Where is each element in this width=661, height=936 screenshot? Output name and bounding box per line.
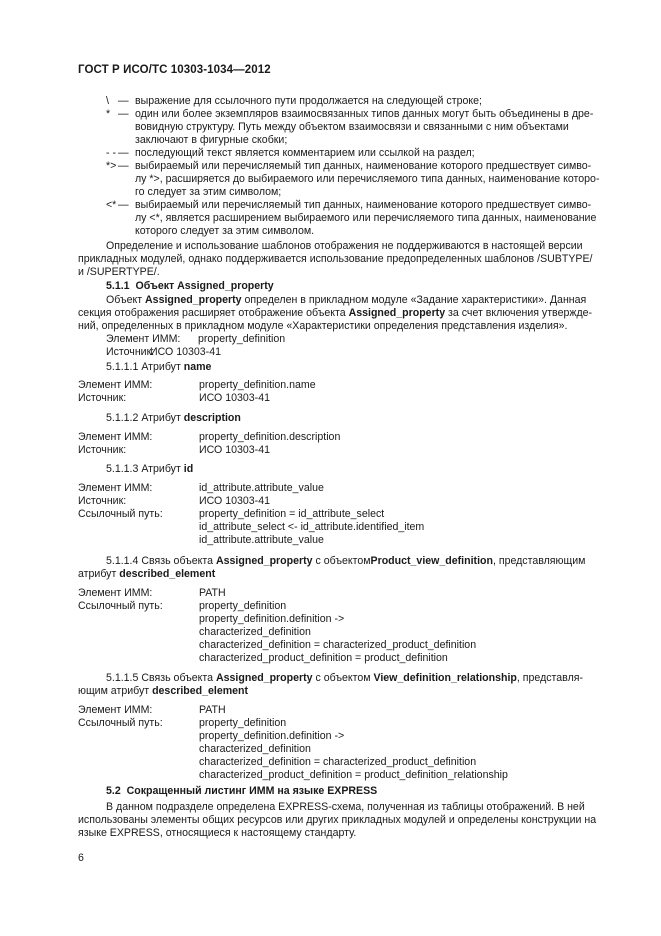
text-span: с объектом	[312, 555, 371, 567]
path-line: property_definition = id_attribute_select	[199, 508, 385, 520]
elem-label: Элемент ИММ:	[78, 379, 153, 391]
elem-value: property_definition	[198, 333, 286, 345]
path-line: id_attribute_select <- id_attribute.identified_item	[199, 521, 425, 533]
section-number: 5.1.1	[106, 280, 130, 292]
section-heading	[106, 785, 377, 798]
text-span: Объект	[106, 294, 146, 306]
path-line: characterized_definition = characterized_product_definition	[199, 756, 477, 768]
path-line: property_definition.definition ->	[199, 730, 345, 742]
attribute-heading	[106, 361, 211, 374]
attribute-heading	[106, 412, 241, 425]
section-heading	[106, 280, 274, 293]
notation-symbol: - -	[106, 147, 116, 159]
elem-value: id_attribute.attribute_value	[199, 482, 324, 494]
section-title: Объект Assigned_property	[135, 280, 274, 292]
relation-heading	[106, 555, 585, 568]
path-line: property_definition	[199, 717, 287, 729]
text-span: с объектом	[312, 672, 374, 684]
text-span: 5.1.1.4 Связь объекта	[106, 555, 216, 567]
text-span: секция отображения расширяет отображение объекта	[78, 307, 349, 319]
text-span: , представля-	[516, 672, 584, 684]
notation-text: вовидную структуру. Путь между объектом взаимосвязи и связанными с ним объектами	[135, 121, 569, 133]
path-label: Ссылочный путь:	[78, 600, 163, 612]
section-number: 5.2	[106, 785, 121, 797]
attribute-name: description	[183, 412, 241, 424]
text-span: определен в прикладном модуле «Задание характеристики». Данная	[241, 294, 587, 306]
notation-text: лу *>, расширяется до выбираемого или перечисляемого типа данных, наименование которо-	[135, 173, 600, 185]
elem-label: Элемент ИММ:	[78, 431, 153, 443]
paragraph-line	[106, 294, 586, 307]
elem-label: Элемент ИММ:	[78, 704, 153, 716]
path-line: id_attribute.attribute_value	[199, 534, 324, 546]
text-span: , представляющим	[492, 555, 586, 567]
path-line: characterized_product_definition = product_definition_relationship	[199, 769, 508, 781]
notation-text: выбираемый или перечисляемый тип данных, наименование которого предшествует симво-	[135, 199, 592, 211]
notation-text: один или более экземпляров взаимосвязанных типов данных могут быть объединены в дре-	[135, 108, 594, 120]
document-header: ГОСТ Р ИСО/ТС 10303-1034—2012	[78, 64, 271, 76]
notation-dash: —	[118, 160, 129, 172]
attribute-name: id	[183, 463, 194, 475]
notation-symbol: \	[106, 95, 109, 107]
entity-name: Assigned_property	[216, 672, 313, 684]
section-title: Сокращенный листинг ИММ на языке EXPRESS	[126, 785, 378, 797]
elem-value: property_definition.description	[199, 431, 341, 443]
paragraph-line: прикладных модулей, однако поддерживается использование предопределенных шаблонов /SUBTYPE/	[78, 253, 593, 265]
paragraph-line	[78, 307, 592, 320]
notation-text: выражение для ссылочного пути продолжается на следующей строке;	[135, 95, 482, 107]
attribute-name: name	[183, 361, 212, 373]
notation-dash: —	[118, 199, 129, 211]
path-line: characterized_definition = characterized_product_definition	[199, 639, 477, 651]
text-span: 5.1.1.1 Атрибут	[106, 361, 184, 373]
page-number: 6	[78, 852, 84, 864]
text-span: 5.1.1.2 Атрибут	[106, 412, 184, 424]
paragraph-line: В данном подразделе определена EXPRESS-схема, полученная из таблицы отображений. В ней	[106, 801, 585, 813]
paragraph-line: языке EXPRESS, относящиеся к настоящему стандарту.	[78, 827, 357, 839]
source-label: Источник:	[78, 444, 127, 456]
path-line: characterized_definition	[199, 743, 311, 755]
path-line: property_definition.definition ->	[199, 613, 345, 625]
notation-text: последующий текст является комментарием или ссылкой на раздел;	[135, 147, 475, 159]
elem-label: Элемент ИММ:	[106, 333, 181, 345]
entity-name: Product_view_definition	[370, 555, 493, 567]
relation-heading-cont	[78, 568, 215, 581]
notation-text: выбираемый или перечисляемый тип данных, наименование которого предшествует симво-	[135, 160, 592, 172]
elem-value: PATH	[199, 704, 226, 716]
notation-text: го следует за этим символом;	[135, 186, 282, 198]
source-label: Источник:	[78, 495, 127, 507]
notation-dash: —	[118, 147, 129, 159]
notation-symbol: <*	[106, 199, 117, 211]
attribute-heading	[106, 463, 193, 476]
paragraph-line: использованы элементы общих ресурсов или других прикладных модулей и определены конструкции на	[78, 814, 597, 826]
relation-heading	[106, 672, 583, 685]
path-line: characterized_product_definition = product_definition	[199, 652, 448, 664]
text-span: 5.1.1.5 Связь объекта	[106, 672, 216, 684]
attribute-name: described_element	[119, 568, 216, 580]
notation-text: лу <*, является расширением выбираемого или перечисляемого типа данных, наименование	[135, 212, 597, 224]
entity-name: Assigned_property	[216, 555, 313, 567]
path-line: characterized_definition	[199, 626, 311, 638]
text-span: за счет включения утвержде-	[445, 307, 593, 319]
elem-value: property_definition.name	[199, 379, 316, 391]
notation-text: которого следует за этим символом.	[135, 225, 315, 237]
entity-name: View_definition_relationship	[373, 672, 517, 684]
source-value: ИСО 10303-41	[199, 495, 270, 507]
text-span: атрибут	[78, 568, 120, 580]
text-span: 5.1.1.3 Атрибут	[106, 463, 184, 475]
paragraph-line: ний, определенных в прикладном модуле «Характеристики определения представления изделия».	[78, 320, 568, 332]
entity-name: Assigned_property	[348, 307, 446, 319]
path-label: Ссылочный путь:	[78, 508, 163, 520]
source-value: ИСО 10303-41	[199, 392, 270, 404]
elem-value: PATH	[199, 587, 226, 599]
notation-text: заключают в фигурные скобки;	[135, 134, 288, 146]
entity-name: Assigned_property	[145, 294, 242, 306]
paragraph-line: Определение и использование шаблонов отображения не поддерживаются в настоящей версии	[106, 240, 583, 252]
notation-symbol: *>	[106, 160, 117, 172]
notation-dash: —	[118, 108, 129, 120]
elem-label: Элемент ИММ:	[78, 587, 153, 599]
attribute-name: described_element	[152, 685, 249, 697]
notation-symbol: *	[106, 108, 111, 120]
path-line: property_definition	[199, 600, 287, 612]
notation-dash: —	[118, 95, 129, 107]
source-value: ИСО 10303-41	[150, 346, 221, 358]
source-value: ИСО 10303-41	[199, 444, 270, 456]
text-span: ющим атрибут	[78, 685, 153, 697]
paragraph-line: и /SUPERTYPE/.	[78, 266, 160, 278]
source-label: Источник:	[78, 392, 127, 404]
path-label: Ссылочный путь:	[78, 717, 163, 729]
elem-label: Элемент ИММ:	[78, 482, 153, 494]
relation-heading-cont	[78, 685, 248, 698]
source-label: Источник:	[106, 346, 155, 358]
